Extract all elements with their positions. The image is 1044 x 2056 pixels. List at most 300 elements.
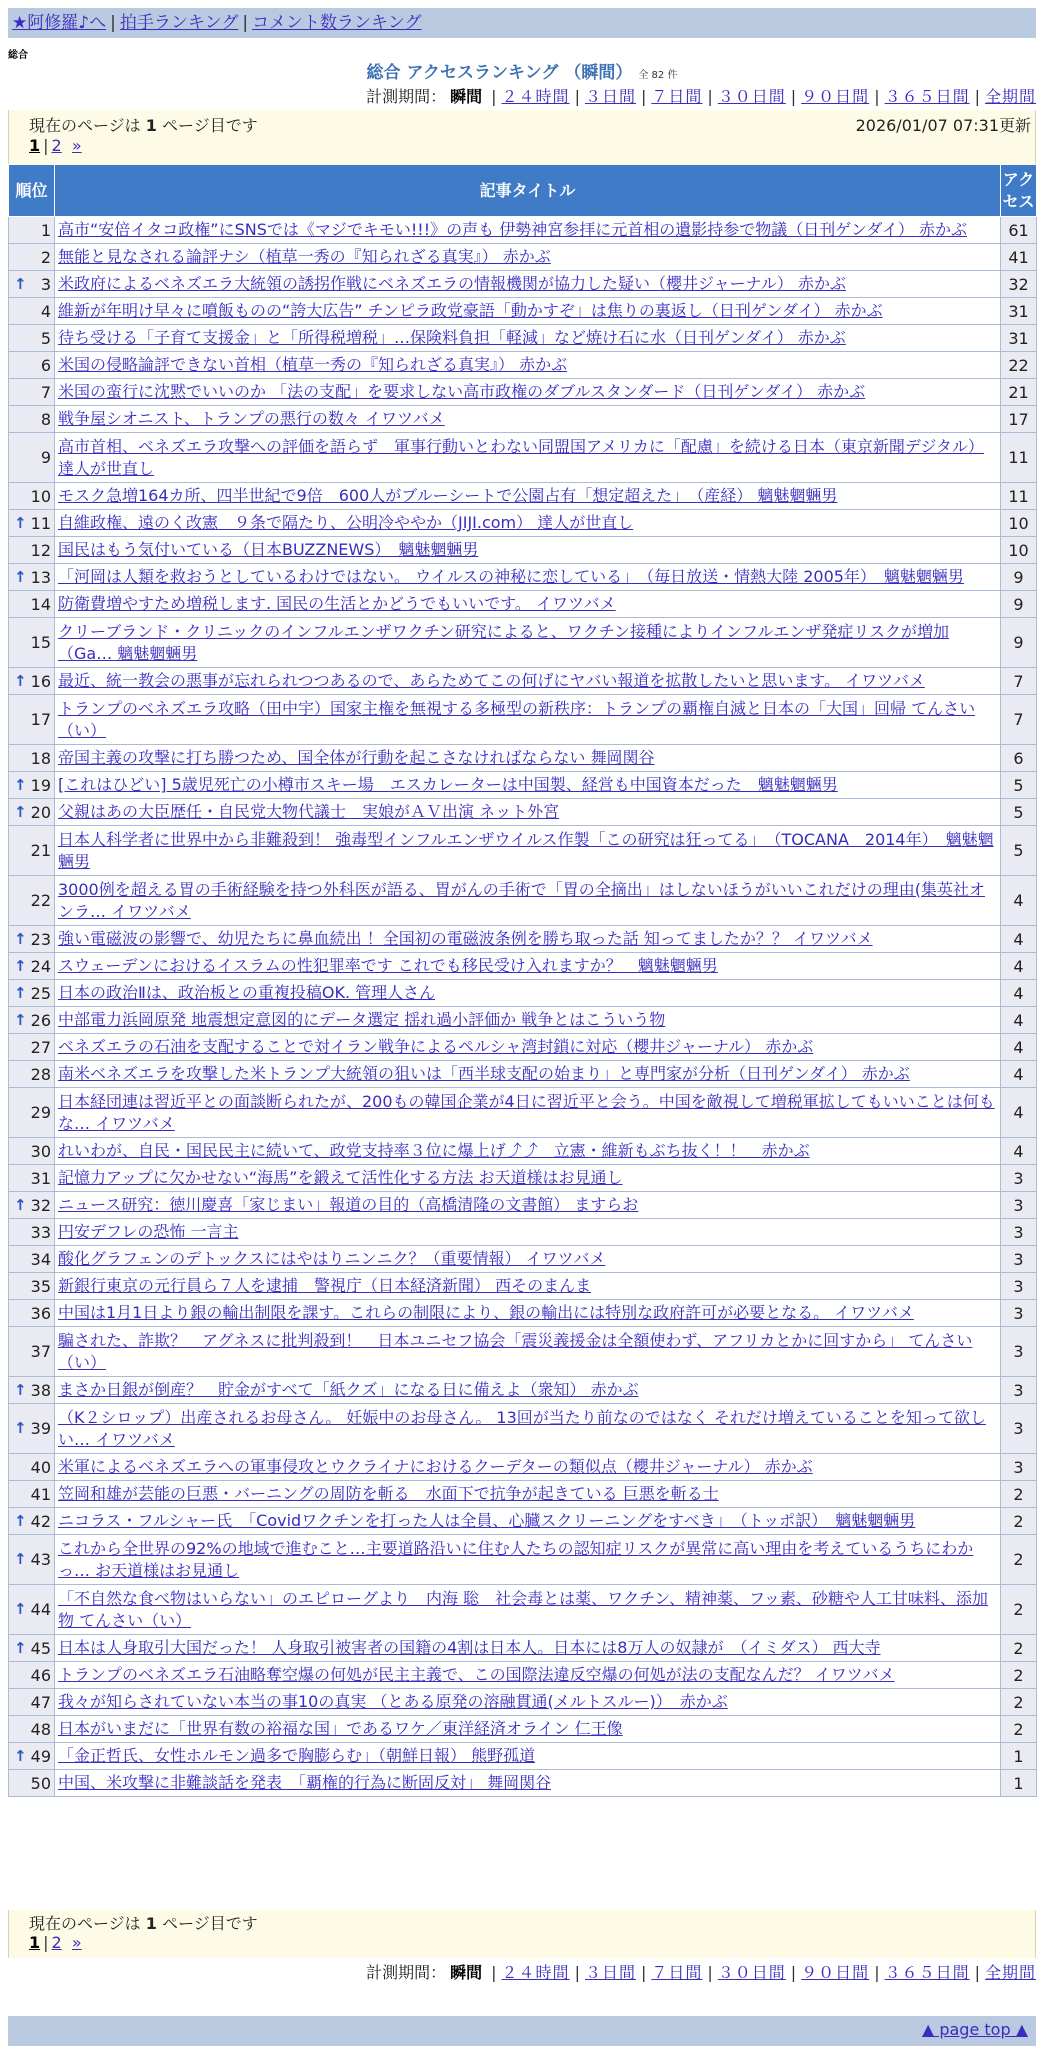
article-link[interactable]: スウェーデンにおけるイスラムの性犯罪率です これでも移民受け入れますか？ 魑魅魍魎男 bbox=[58, 956, 718, 975]
rank-cell bbox=[9, 1716, 55, 1743]
title-cell bbox=[55, 564, 1001, 591]
clap-ranking-link[interactable]: 拍手ランキング bbox=[119, 13, 239, 33]
rank-number: 30 bbox=[30, 1141, 51, 1161]
table-row bbox=[9, 271, 1037, 298]
rank-cell bbox=[9, 1508, 55, 1535]
next-page-link[interactable]: » bbox=[71, 136, 82, 155]
rank-cell bbox=[9, 379, 55, 406]
rank-number: 40 bbox=[30, 1457, 51, 1477]
rank-cell bbox=[9, 980, 55, 1007]
table-row bbox=[9, 1508, 1037, 1535]
rank-number: 8 bbox=[40, 409, 51, 429]
table-row bbox=[9, 564, 1037, 591]
rank-cell bbox=[9, 1088, 55, 1138]
access-count: 3 bbox=[1001, 1404, 1037, 1454]
article-link[interactable]: 日本経団連は習近平との面談断られたが、200もの韓国企業が4日に習近平と会う。中国を敵視して増税軍拡してもいいことは何もな… イワツバメ bbox=[58, 1091, 995, 1133]
table-row bbox=[9, 745, 1037, 772]
rank-number: 29 bbox=[30, 1103, 51, 1122]
title-cell bbox=[55, 745, 1001, 772]
table-row bbox=[9, 799, 1037, 826]
title-cell bbox=[55, 1138, 1001, 1165]
article-link[interactable]: 日本は人身取引大国だった！ 人身取引被害者の国籍の4割は日本人。日本には8万人の奴隷が （イミダス） 西大寺 bbox=[58, 1638, 881, 1657]
rank-cell bbox=[9, 668, 55, 695]
article-link[interactable]: 酸化グラフェンのデトックスにはやはりニンニク？（重要情報） イワツバメ bbox=[58, 1249, 606, 1268]
rank-number: 11 bbox=[30, 513, 51, 533]
title-cell bbox=[55, 1246, 1001, 1273]
rank-number: 43 bbox=[30, 1550, 51, 1569]
title-cell bbox=[55, 1454, 1001, 1481]
title-cell bbox=[55, 1088, 1001, 1138]
article-link[interactable]: トランプのベネズエラ攻略（田中宇）国家主権を無視する多極型の新秩序：トランプの覇権自滅と日本の「大国」回帰 てんさい（い） bbox=[58, 698, 976, 740]
access-count: 10 bbox=[1001, 510, 1037, 537]
title-cell bbox=[55, 772, 1001, 799]
period-link-90d-bottom[interactable]: ９０日間 bbox=[801, 1963, 870, 1982]
up-arrow-icon: ↑ bbox=[14, 983, 27, 1002]
table-row bbox=[9, 926, 1037, 953]
period-label: 計測期間： bbox=[366, 87, 447, 106]
table-row bbox=[9, 298, 1037, 325]
article-link[interactable]: [これはひどい] 5歳児死亡の小樽市スキー場 エスカレーターは中国製、経営も中国資本だった 魑魅魍魎男 bbox=[58, 775, 838, 794]
up-arrow-icon: ↑ bbox=[14, 513, 27, 532]
article-link[interactable]: れいわが、自民・国民民主に続いて、政党支持率３位に爆上げ⤴⤴ 立憲・維新もぶち抜く！！ 赤かぶ bbox=[58, 1141, 810, 1160]
access-count: 31 bbox=[1001, 325, 1037, 352]
title-cell bbox=[55, 433, 1001, 483]
table-row bbox=[9, 1246, 1037, 1273]
article-link[interactable]: 米国の蛮行に沈黙でいいのか 「法の支配」を要求しない高市政権のダブルスタンダード（日刊ゲンダイ） 赤かぶ bbox=[58, 382, 866, 401]
period-link-24h[interactable]: ２４時間 bbox=[501, 87, 570, 106]
up-arrow-icon: ↑ bbox=[14, 1550, 27, 1568]
article-link[interactable]: ベネズエラの石油を支配することで対イラン戦争によるペルシャ湾封鎖に対応（櫻井ジャーナル） 赤かぶ bbox=[58, 1037, 814, 1056]
access-count: 4 bbox=[1001, 876, 1037, 926]
access-count: 2 bbox=[1001, 1716, 1037, 1743]
period-link-365d-bottom[interactable]: ３６５日間 bbox=[884, 1963, 970, 1982]
next-page-link-bottom[interactable]: » bbox=[71, 1933, 82, 1952]
article-link[interactable]: 南米ベネズエラを攻撃した米トランプ大統領の狙いは「西半球支配の始まり」と専門家が分析（日刊ゲンダイ） 赤かぶ bbox=[58, 1064, 910, 1083]
rank-number: 41 bbox=[30, 1484, 51, 1504]
page-top-link[interactable]: ▲ page top ▲ bbox=[921, 2020, 1028, 2039]
rank-number: 32 bbox=[30, 1195, 51, 1215]
rank-cell bbox=[9, 1481, 55, 1508]
article-link[interactable]: 自維政権、遠のく改憲 ９条で隔たり、公明冷ややか（JIJI.com） 達人が世直し bbox=[58, 513, 634, 532]
article-link[interactable]: 中部電力浜岡原発 地震想定意図的にデータ選定 揺れ過小評価か 戦争とはこういう物 bbox=[58, 1010, 666, 1029]
rank-cell bbox=[9, 1327, 55, 1377]
table-header bbox=[9, 165, 1037, 217]
rank-number: 4 bbox=[40, 301, 51, 321]
table-row bbox=[9, 826, 1037, 876]
up-arrow-icon: ↑ bbox=[14, 1600, 27, 1618]
page-status-bottom: 現在のページは 1 ページ目です bbox=[29, 1914, 258, 1933]
article-link[interactable]: 我々が知らされていない本当の事10の真実 （とある原発の溶融貫通(メルトスルー)） 赤かぶ bbox=[58, 1692, 728, 1711]
rank-number: 31 bbox=[30, 1168, 51, 1188]
table-row bbox=[9, 1454, 1037, 1481]
rank-number: 35 bbox=[30, 1276, 51, 1296]
period-selector-top: 計測期間： 瞬間 | ２４時間 | ３日間 | ７日間 | ３０日間 | ９０日間 | ３６５日間 | 全期間 bbox=[366, 87, 1036, 106]
home-link[interactable]: ★阿修羅♪へ bbox=[12, 13, 107, 33]
rank-number: 46 bbox=[30, 1665, 51, 1685]
comment-ranking-link[interactable]: コメント数ランキング bbox=[252, 13, 422, 33]
up-arrow-icon: ↑ bbox=[14, 1746, 27, 1765]
period-link-3d-bottom[interactable]: ３日間 bbox=[584, 1963, 636, 1982]
rank-number: 6 bbox=[40, 355, 51, 375]
access-count: 4 bbox=[1001, 980, 1037, 1007]
rank-cell bbox=[9, 1007, 55, 1034]
access-count: 7 bbox=[1001, 668, 1037, 695]
table-row bbox=[9, 433, 1037, 483]
rank-cell bbox=[9, 433, 55, 483]
table-row bbox=[9, 244, 1037, 271]
article-link[interactable]: 最近、統一教会の悪事が忘れられつつあるので、あらためてこの何げにヤバい報道を拡散したいと思います。 イワツバメ bbox=[58, 671, 925, 690]
table-row bbox=[9, 1192, 1037, 1219]
access-count: 7 bbox=[1001, 695, 1037, 745]
rank-cell bbox=[9, 1034, 55, 1061]
access-count: 2 bbox=[1001, 1689, 1037, 1716]
period-link-all-bottom[interactable]: 全期間 bbox=[984, 1963, 1036, 1982]
period-link-7d-bottom[interactable]: ７日間 bbox=[651, 1963, 703, 1982]
title-cell bbox=[55, 1662, 1001, 1689]
table-row bbox=[9, 1219, 1037, 1246]
up-arrow-icon: ↑ bbox=[14, 567, 27, 586]
article-link[interactable]: 日本の政治Ⅱは、政治板との重複投稿OK. 管理人さん bbox=[58, 983, 436, 1002]
title-cell bbox=[55, 1219, 1001, 1246]
rank-number: 39 bbox=[30, 1419, 51, 1438]
title-cell bbox=[55, 1689, 1001, 1716]
title-cell bbox=[55, 325, 1001, 352]
access-count: 3 bbox=[1001, 1327, 1037, 1377]
article-link[interactable]: （K２シロップ）出産されるお母さん。 妊娠中のお母さん。 13回が当たり前なのではなく それだけ増えていることを知って欲しい… イワツバメ bbox=[58, 1407, 986, 1449]
article-link[interactable]: 新銀行東京の元行員ら７人を逮捕 警視庁（日本経済新聞） 西そのまんま bbox=[58, 1276, 592, 1295]
page-link-2[interactable]: 2 bbox=[51, 136, 62, 155]
rank-cell bbox=[9, 1585, 55, 1635]
rank-cell bbox=[9, 1246, 55, 1273]
access-count: 3 bbox=[1001, 1273, 1037, 1300]
access-count: 6 bbox=[1001, 745, 1037, 772]
access-count: 3 bbox=[1001, 1192, 1037, 1219]
article-link[interactable]: ニコラス・フルシャー氏 「Covidワクチンを打った人は全員、心臓スクリーニングをすべき」 （トッポ訳） 魑魅魍魎男 bbox=[58, 1511, 916, 1530]
article-link[interactable]: 笠岡和雄が芸能の巨悪・バーニングの周防を斬る 水面下で抗争が起きている 巨悪を斬る士 bbox=[58, 1484, 719, 1503]
rank-cell bbox=[9, 406, 55, 433]
table-row bbox=[9, 406, 1037, 433]
title-cell bbox=[55, 1508, 1001, 1535]
page-current-bottom: 1 bbox=[29, 1933, 41, 1952]
rank-cell bbox=[9, 1743, 55, 1770]
table-row bbox=[9, 1770, 1037, 1797]
up-arrow-icon: ↑ bbox=[14, 274, 27, 293]
rank-cell bbox=[9, 1219, 55, 1246]
up-arrow-icon: ↑ bbox=[14, 775, 27, 794]
access-count: 17 bbox=[1001, 406, 1037, 433]
access-count: 3 bbox=[1001, 1300, 1037, 1327]
access-count: 2 bbox=[1001, 1662, 1037, 1689]
table-row bbox=[9, 953, 1037, 980]
rank-cell bbox=[9, 1138, 55, 1165]
access-count: 2 bbox=[1001, 1481, 1037, 1508]
title-cell bbox=[55, 406, 1001, 433]
rank-number: 24 bbox=[30, 956, 51, 976]
rank-cell bbox=[9, 1535, 55, 1585]
rank-cell bbox=[9, 271, 55, 298]
up-arrow-icon: ↑ bbox=[14, 1419, 27, 1437]
article-link[interactable]: クリーブランド・クリニックのインフルエンザワクチン研究によると、ワクチン接種によりインフルエンザ発症リスクが増加（Ga… 魑魅魍魎男 bbox=[58, 621, 950, 663]
table-row bbox=[9, 591, 1037, 618]
rank-cell bbox=[9, 1635, 55, 1662]
title-cell bbox=[55, 510, 1001, 537]
title-cell bbox=[55, 352, 1001, 379]
article-link[interactable]: 円安デフレの恐怖 一言主 bbox=[58, 1222, 239, 1241]
rank-cell bbox=[9, 745, 55, 772]
title-cell bbox=[55, 1635, 1001, 1662]
access-count: 5 bbox=[1001, 772, 1037, 799]
access-count: 1 bbox=[1001, 1743, 1037, 1770]
table-row bbox=[9, 618, 1037, 668]
article-link[interactable]: 米軍によるベネズエラへの軍事侵攻とウクライナにおけるクーデターの類似点（櫻井ジャーナル） 赤かぶ bbox=[58, 1457, 813, 1476]
article-link[interactable]: 待ち受ける「子育て支援金」と「所得税増税」…保険料負担「軽減」など焼け石に水（日刊ゲンダイ） 赤かぶ bbox=[58, 328, 846, 347]
table-row bbox=[9, 1585, 1037, 1635]
rank-cell bbox=[9, 799, 55, 826]
table-row bbox=[9, 980, 1037, 1007]
rank-number: 21 bbox=[30, 841, 51, 860]
table-row bbox=[9, 1635, 1037, 1662]
access-count: 11 bbox=[1001, 433, 1037, 483]
table-row bbox=[9, 668, 1037, 695]
title-cell bbox=[55, 926, 1001, 953]
period-link-all[interactable]: 全期間 bbox=[984, 87, 1036, 106]
rank-cell bbox=[9, 325, 55, 352]
access-count: 9 bbox=[1001, 564, 1037, 591]
table-row bbox=[9, 1689, 1037, 1716]
rank-number: 10 bbox=[30, 486, 51, 506]
rank-cell bbox=[9, 1770, 55, 1797]
title-cell bbox=[55, 1716, 1001, 1743]
table-row bbox=[9, 1535, 1037, 1585]
table-row bbox=[9, 1743, 1037, 1770]
access-count: 21 bbox=[1001, 379, 1037, 406]
rank-cell bbox=[9, 298, 55, 325]
rank-cell bbox=[9, 1061, 55, 1088]
rank-number: 45 bbox=[30, 1638, 51, 1658]
title-cell bbox=[55, 1165, 1001, 1192]
total-count: 全 82 件 bbox=[638, 70, 678, 81]
rank-cell bbox=[9, 483, 55, 510]
article-link[interactable]: 日本がいまだに「世界有数の裕福な国」であるワケ／東洋経済オライン 仁王像 bbox=[58, 1719, 623, 1738]
article-link[interactable]: 「不自然な食べ物はいらない」のエピローグより 内海 聡 社会毒とは薬、ワクチン、精神薬、フッ素、砂糖や人工甘味料、添加物 てんさい（い） bbox=[58, 1588, 988, 1630]
article-link[interactable]: モスク急増164カ所、四半世紀で9倍 600人がブルーシートで公園占有「想定超えた」 （産経） 魑魅魍魎男 bbox=[58, 486, 838, 505]
rank-number: 42 bbox=[30, 1511, 51, 1531]
rank-number: 38 bbox=[30, 1380, 51, 1400]
table-row bbox=[9, 379, 1037, 406]
title-cell bbox=[55, 244, 1001, 271]
rank-number: 5 bbox=[40, 328, 51, 348]
rank-number: 14 bbox=[30, 594, 51, 614]
access-count: 4 bbox=[1001, 926, 1037, 953]
period-link-7d[interactable]: ７日間 bbox=[651, 87, 703, 106]
table-row bbox=[9, 1481, 1037, 1508]
article-link[interactable]: これから全世界の92%の地域で進むこと…主要道路沿いに住む人たちの認知症リスクが異常に高い理由を考えているうちにわかっ… お天道様はお見通し bbox=[58, 1538, 974, 1580]
rank-cell bbox=[9, 244, 55, 271]
title-cell bbox=[55, 1535, 1001, 1585]
article-link[interactable]: 米国の侵略論評できない首相（植草一秀の『知られざる真実』） 赤かぶ bbox=[58, 355, 568, 374]
table-row bbox=[9, 1061, 1037, 1088]
rank-number: 28 bbox=[30, 1064, 51, 1084]
title-cell bbox=[55, 1377, 1001, 1404]
article-link[interactable]: 「金正哲氏、女性ホルモン過多で胸膨らむ」（朝鮮日報） 熊野孤道 bbox=[58, 1746, 536, 1765]
rank-cell bbox=[9, 1300, 55, 1327]
table-row bbox=[9, 352, 1037, 379]
table-row bbox=[9, 1377, 1037, 1404]
article-link[interactable]: 維新が年明け早々に噴飯ものの“誇大広告” チンピラ政党豪語「動かすぞ」は焦りの裏返し（日刊ゲンダイ） 赤かぶ bbox=[58, 301, 883, 320]
article-link[interactable]: 「河岡は人類を救おうとしているわけではない。 ウイルスの神秘に恋している」 （毎日放送・情熱大陸 2005年） 魑魅魍魎男 bbox=[58, 567, 964, 586]
rank-cell bbox=[9, 826, 55, 876]
rank-number: 7 bbox=[40, 382, 51, 402]
access-count: 3 bbox=[1001, 1219, 1037, 1246]
up-arrow-icon: ↑ bbox=[14, 1638, 27, 1657]
article-link[interactable]: 父親はあの大臣歴任・自民党大物代議士 実娘がＡＶ出演 ネット外宮 bbox=[58, 802, 560, 821]
table-row bbox=[9, 483, 1037, 510]
access-count: 3 bbox=[1001, 1454, 1037, 1481]
rank-number: 1 bbox=[40, 220, 51, 240]
access-count: 9 bbox=[1001, 591, 1037, 618]
nav-separator: | bbox=[242, 13, 249, 33]
rank-cell bbox=[9, 772, 55, 799]
article-link[interactable]: 国民はもう気付いている（日本BUZZNEWS） 魑魅魍魎男 bbox=[58, 540, 479, 559]
col-access-header: アクセス bbox=[1001, 165, 1037, 217]
access-count: 4 bbox=[1001, 1007, 1037, 1034]
article-link[interactable]: 帝国主義の攻撃に打ち勝つため、国全体が行動を起こさなければならない 舞岡関谷 bbox=[58, 748, 655, 767]
article-link[interactable]: 3000例を超える胃の手術経験を持つ外科医が語る、胃がんの手術で「胃の全摘出」はしないほうがいいこれだけの理由(集英社オンラ… イワツバメ bbox=[58, 879, 985, 921]
article-link[interactable]: 高市首相、ベネズエラ攻撃への評価を語らず 軍事行動いとわない同盟国アメリカに「配慮」を続ける日本（東京新聞デジタル） 達人が世直し bbox=[58, 436, 984, 478]
table-row bbox=[9, 510, 1037, 537]
page-current: 1 bbox=[29, 136, 41, 155]
rank-number: 27 bbox=[30, 1037, 51, 1057]
article-link[interactable]: 防衛費増やすため増税します. 国民の生活とかどうでもいいです。 イワツバメ bbox=[58, 594, 616, 613]
title-cell bbox=[55, 1007, 1001, 1034]
rank-number: 18 bbox=[30, 748, 51, 768]
period-link-365d[interactable]: ３６５日間 bbox=[884, 87, 970, 106]
rank-number: 49 bbox=[30, 1746, 51, 1766]
title-cell bbox=[55, 799, 1001, 826]
access-count: 4 bbox=[1001, 1034, 1037, 1061]
period-link-30d[interactable]: ３０日間 bbox=[717, 87, 786, 106]
rank-number: 25 bbox=[30, 983, 51, 1003]
access-count: 3 bbox=[1001, 1246, 1037, 1273]
access-count: 4 bbox=[1001, 1088, 1037, 1138]
table-row bbox=[9, 1404, 1037, 1454]
rank-number: 37 bbox=[30, 1342, 51, 1361]
article-link[interactable]: 記憶力アップに欠かせない“海馬”を鍛えて活性化する方法 お天道様はお見通し bbox=[58, 1168, 623, 1187]
table-row bbox=[9, 1034, 1037, 1061]
article-link[interactable]: 騙された、詐欺？ アグネスに批判殺到！ 日本ユニセフ協会「震災義援金は全額使わず、アフリカとかに回すから」 てんさい（い） bbox=[58, 1330, 973, 1372]
up-arrow-icon: ↑ bbox=[14, 1511, 27, 1530]
access-count: 2 bbox=[1001, 1535, 1037, 1585]
table-row bbox=[9, 1138, 1037, 1165]
rank-cell bbox=[9, 876, 55, 926]
article-link[interactable]: 強い電磁波の影響で、幼児たちに鼻血続出 ！全国初の電磁波条例を勝ち取った話 知ってましたか？？ イワツバメ bbox=[58, 929, 873, 948]
category-tag: 総合 bbox=[8, 50, 28, 61]
rank-number: 16 bbox=[30, 671, 51, 691]
rank-number: 47 bbox=[30, 1692, 51, 1712]
col-title-header: 記事タイトル bbox=[55, 165, 1001, 217]
title-cell bbox=[55, 1273, 1001, 1300]
access-count: 22 bbox=[1001, 352, 1037, 379]
article-link[interactable]: 高市“安倍イタコ政権”にSNSでは《マジでキモい!!!》の声も 伊勢神宮参拝に元首相の遺影持参で物議（日刊ゲンダイ） 赤かぶ bbox=[58, 220, 967, 239]
table-row bbox=[9, 1165, 1037, 1192]
rank-cell bbox=[9, 926, 55, 953]
rank-number: 20 bbox=[30, 802, 51, 822]
title-cell bbox=[55, 876, 1001, 926]
rank-number: 13 bbox=[30, 567, 51, 587]
title-cell bbox=[55, 1743, 1001, 1770]
title-cell bbox=[55, 1481, 1001, 1508]
access-count: 32 bbox=[1001, 271, 1037, 298]
title-cell bbox=[55, 537, 1001, 564]
period-link-3d[interactable]: ３日間 bbox=[584, 87, 636, 106]
title-cell bbox=[55, 1404, 1001, 1454]
period-link-24h-bottom[interactable]: ２４時間 bbox=[501, 1963, 570, 1982]
rank-cell bbox=[9, 618, 55, 668]
article-link[interactable]: 中国は1月1日より銀の輸出制限を課す。これらの制限により、銀の輸出には特別な政府許可が必要となる。 イワツバメ bbox=[58, 1303, 914, 1322]
nav-separator: | bbox=[110, 13, 116, 33]
access-count: 3 bbox=[1001, 1165, 1037, 1192]
title-cell bbox=[55, 1770, 1001, 1797]
access-count: 41 bbox=[1001, 244, 1037, 271]
rank-number: 48 bbox=[30, 1719, 51, 1739]
article-link[interactable]: 中国、米攻撃に非難談話を発表 「覇権的行為に断固反対」 舞岡関谷 bbox=[58, 1773, 552, 1792]
rank-cell bbox=[9, 1662, 55, 1689]
rank-number: 2 bbox=[40, 247, 51, 267]
page-link-2-bottom[interactable]: 2 bbox=[51, 1933, 62, 1952]
rank-number: 22 bbox=[30, 891, 51, 910]
title-cell bbox=[55, 591, 1001, 618]
article-link[interactable]: 米政府によるベネズエラ大統領の誘拐作戦にベネズエラの情報機関が協力した疑い（櫻井ジャーナル） 赤かぶ bbox=[58, 274, 846, 293]
title-cell bbox=[55, 298, 1001, 325]
period-link-90d[interactable]: ９０日間 bbox=[801, 87, 870, 106]
table-row bbox=[9, 1327, 1037, 1377]
access-count: 31 bbox=[1001, 298, 1037, 325]
article-link[interactable]: 無能と見なされる論評ナシ（植草一秀の『知られざる真実』） 赤かぶ bbox=[58, 247, 551, 266]
rank-number: 33 bbox=[30, 1222, 51, 1242]
ranking-table bbox=[8, 164, 1037, 1797]
table-row bbox=[9, 325, 1037, 352]
col-rank-header: 順位 bbox=[9, 165, 55, 217]
up-arrow-icon: ↑ bbox=[14, 1010, 27, 1029]
article-link[interactable]: トランプのベネズエラ石油略奪空爆の何処が民主主義で、この国際法違反空爆の何処が法の支配なんだ？ イワツバメ bbox=[58, 1665, 895, 1684]
up-arrow-icon: ↑ bbox=[14, 1195, 27, 1214]
rank-number: 9 bbox=[40, 448, 51, 467]
pager-top bbox=[8, 110, 1036, 164]
article-link[interactable]: 戦争屋シオニスト、トランプの悪行の数々 イワツバメ bbox=[58, 409, 445, 428]
rank-number: 50 bbox=[30, 1773, 51, 1793]
title-cell bbox=[55, 980, 1001, 1007]
title-cell bbox=[55, 379, 1001, 406]
access-count: 1 bbox=[1001, 1770, 1037, 1797]
period-current: 瞬間 bbox=[450, 87, 483, 106]
rank-cell bbox=[9, 1454, 55, 1481]
rank-cell bbox=[9, 352, 55, 379]
period-link-30d-bottom[interactable]: ３０日間 bbox=[717, 1963, 786, 1982]
up-arrow-icon: ↑ bbox=[14, 956, 27, 975]
title-cell bbox=[55, 1300, 1001, 1327]
rank-cell bbox=[9, 1377, 55, 1404]
pagination: 1 | 2 » bbox=[29, 136, 82, 155]
rank-number: 26 bbox=[30, 1010, 51, 1030]
access-count: 2 bbox=[1001, 1585, 1037, 1635]
article-link[interactable]: まさか日銀が倒産？ 貯金がすべて「紙クズ」になる日に備えよ（衆知） 赤かぶ bbox=[58, 1380, 639, 1399]
title-cell bbox=[55, 217, 1001, 244]
rank-cell bbox=[9, 1192, 55, 1219]
article-link[interactable]: 日本人科学者に世界中から非難殺到！ 強毒型インフルエンザウイルス作製「この研究は狂ってる」 （TOCANA 2014年） 魑魅魍魎男 bbox=[58, 829, 994, 871]
rank-cell bbox=[9, 953, 55, 980]
title-cell bbox=[55, 1034, 1001, 1061]
article-link[interactable]: ニュース研究：徳川慶喜「家じまい」報道の目的（高橋清隆の文書館） ますらお bbox=[58, 1195, 639, 1214]
